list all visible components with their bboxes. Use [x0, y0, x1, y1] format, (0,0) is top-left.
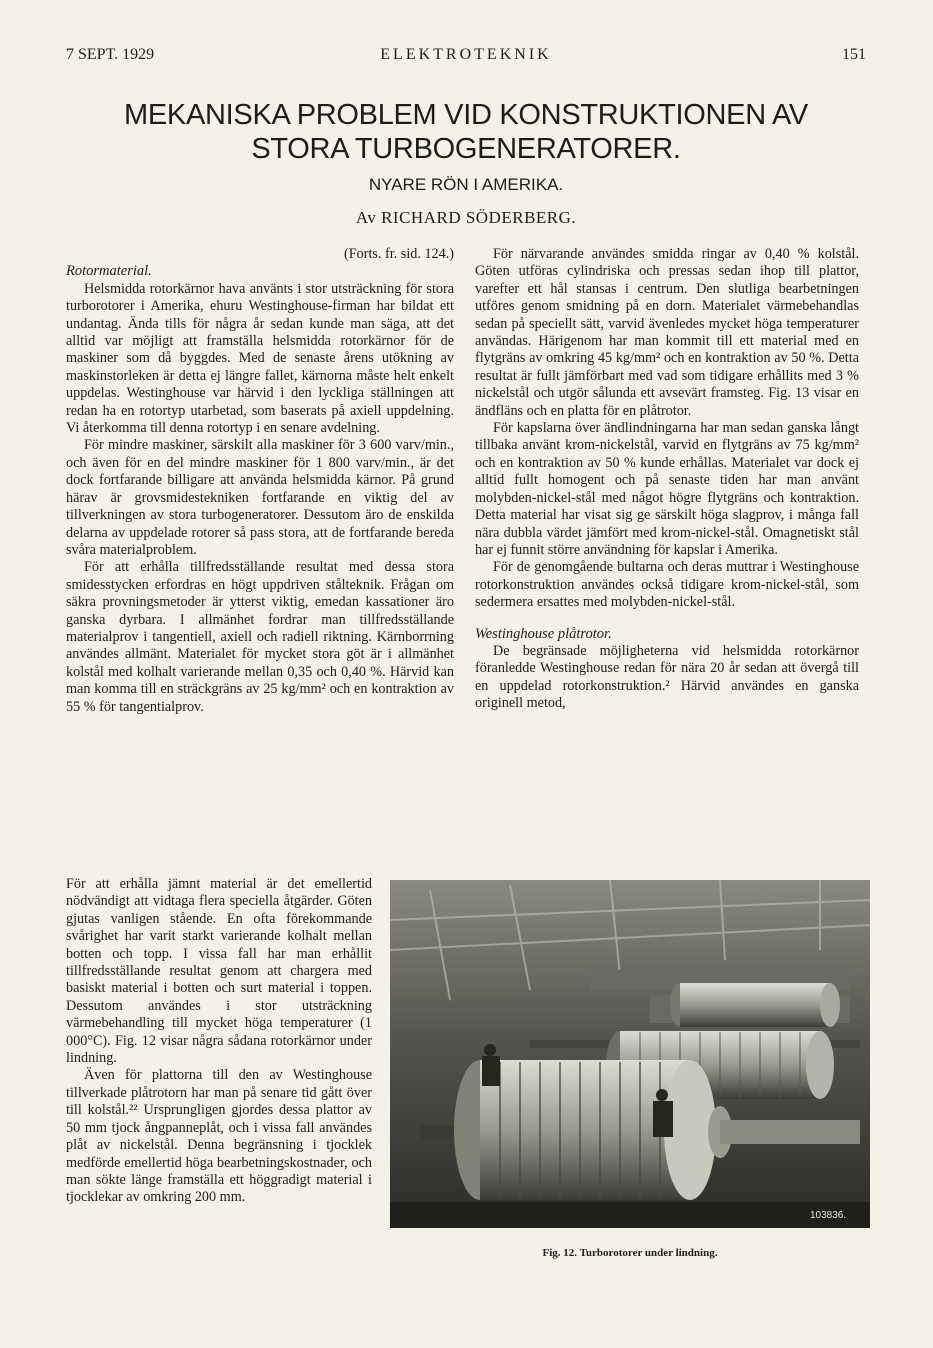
paragraph: Helsmidda rotorkärnor hava använts i stor utsträckning för stora turborotorer i Amerika, ehuru Westinghouse-firman har bildat ett undantag. Ända tills för några år sedan kunde man säga, att det alltid var möjligt att framställa helsmidda rotorkärnor för de maskiner som då byggdes. Med de senaste årens utökning av maskinstorleken är detta ej längre fallet, kärnorna måste helt enkelt uppdelas. Westinghouse var härvid i den lyckliga ställningen att redan ha en rotortyp utarbetad, som baserats på axiell uppdelning. Vi återkomma till denna rotortyp i en senare avdelning. [66, 280, 454, 437]
paragraph: För de genomgående bultarna och deras muttrar i Westinghouse rotorkonstruktion användes också tidigare krom-nickel-stål, som sedermera ersattes med molybden-nickel-stål. [475, 559, 859, 611]
title-line-2: STORA TURBOGENERATORER. [251, 133, 681, 165]
paragraph: Även för plattorna till den av Westinghouse tillverkade plåtrotorn har man på senare tid gått över till kolstål.²² Ursprungligen gjordes dessa plattor av 50 mm tjock ångpanneplåt, och i vissa fall användes plåt av nickelstål. Denna begränsning i tjocklek medförde emellertid höga bearbetningskostnader, och man sökte länge framställa ett höggradigt material i tjocklekar av omkring 200 mm. [66, 1067, 372, 1206]
section-heading-westinghouse: Westinghouse plåtrotor. [475, 625, 612, 642]
header-page-number: 151 [842, 46, 866, 63]
continuation-note: (Forts. fr. sid. 124.) [344, 246, 454, 262]
photo-illustration [390, 880, 870, 1228]
paragraph: För kapslarna över ändlindningarna har man sedan ganska långt tillbaka använt krom-nickelstål, varvid en flytgräns av 75 kg/mm² och en kontraktion av 50 % kunde erhållas. Materialet var dock ej alltid fullt homogent och på senaste tiden har man använt molybden-nickel-stål med något högre flytgräns och kontraktion. Detta material har visat sig ge särskilt höga slagprov, i många fall nära dubbla värdet jämfört med krom-nickel-stål. Omagnetiskt stål har ej funnit större användning för kapslar i Amerika. [475, 420, 859, 558]
article-subtitle: NYARE RÖN I AMERIKA. [368, 175, 564, 194]
paragraph: De begränsade möjligheterna vid helsmidda rotorkärnor föranledde Westinghouse redan för nära 20 år sedan att övergå till en uppdelad rotorkonstruktion.² Härvid användes en ganska originell metod, [475, 642, 859, 712]
section-heading-rotormaterial: Rotormaterial. [66, 263, 152, 280]
paragraph: För mindre maskiner, särskilt alla maskiner för 3 600 varv/min., och även för en del mindre maskiner för 1 800 varv/min., är det dock fortfarande billigare att använda helsmidda kärnor. På grund härav är grovsmidestekniken fortfarande en viktig del av tillverkningen av stora turbogeneratorer. Dessutom äro de enskilda delarna av uppdelade rotorer så pass stora, att de fortfarande bereda svåra materialproblem. [66, 437, 454, 558]
figure-caption: Fig. 12. Turborotorer under lindning. [542, 1247, 718, 1259]
article-author: Av RICHARD SÖDERBERG. [355, 208, 577, 227]
column-left [66, 246, 454, 716]
header-journal: ELEKTROTEKNIK [380, 46, 552, 63]
column-right [475, 246, 859, 713]
paragraph: För att erhålla jämnt material är det emellertid nödvändigt att vidtaga flera speciella åtgärder. Göten gjutas vanligen stående. En ofta förekommande svårighet har varit starkt varierande kolhalt mellan botten och topp. I vissa fall har man erhållit tillfredsställande resultat genom att chargera med basiskt material i botten och surt material i toppen. Dessutom användes i stor utsträckning värmebehandling till mycket höga temperaturer (1 000°C). Fig. 12 visar några sådana rotorkärnor under lindning. [66, 876, 372, 1067]
title-line-1: MEKANISKA PROBLEM VID KONSTRUKTIONEN AV [124, 99, 808, 131]
paragraph: För närvarande användes smidda ringar av 0,40 % kolstål. Göten utföras cylindriska och pressas sedan ihop till plattor, varefter ett hål stansas i centrum. Den slutliga bearbetningen utföres genom smidning på en dorn. Materialet värmebehandlas sedan på speciellt sätt, varvid ävenledes mycket höga temperaturer användas. Härigenom har man kommit till ett material med en flytgräns av omkring 45 kg/mm² och en kontraktion av 50 %. Detta resultat är fullt jämförbart med vad som tidigare erhållits med 3 % nickelstål och utgör sålunda ett avsevärt framsteg. Fig. 13 visar en ändfläns och en platta för en plåtrotor. [475, 246, 859, 419]
figure-photo-turborotors [390, 880, 870, 1228]
running-header [66, 46, 866, 70]
article-title [60, 98, 872, 166]
header-date: 7 SEPT. 1929 [66, 46, 155, 63]
column-left-lower [66, 876, 372, 1207]
figure-plate-number: 103836. [810, 1210, 847, 1221]
paragraph: För att erhålla tillfredsställande resultat med dessa stora smidesstycken erfordras en högt uppdriven stålteknik. Frågan om säkra provningsmetoder är ytterst viktig, emedan kassationer äro ganska dyrbara. I allmänhet fordrar man tillfredsställande materialprov i tangentiell, axiell och radiell riktning. Kärnborrning användes allmänt. Materialet för mycket stora göt är i allmänhet kolstål med kolhalt varierande mellan 0,35 och 0,40 %. Härvid kan man komma till en sträckgräns av 25 kg/mm² och en kontraktion av 55 % för tangentialprov. [66, 559, 454, 715]
